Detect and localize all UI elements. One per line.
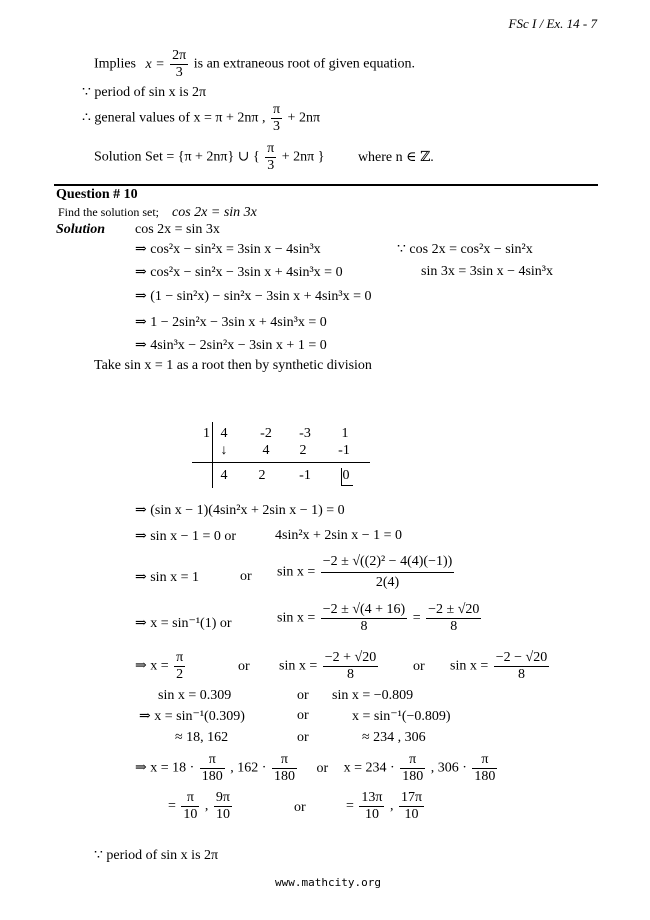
separator: , 162 · — [230, 760, 267, 776]
take-root-text: Take sin x = 1 as a root then by synthetic division — [94, 358, 372, 373]
line-4: ⇒ 1 − 2sin²x − 3sin x + 4sin³x = 0 — [135, 315, 327, 330]
implies-tail: is an extraneous root of given equation. — [193, 56, 415, 72]
frac-den: 8 — [450, 619, 458, 634]
general-values-tail: + 2nπ — [287, 110, 321, 126]
because-period: ∵ period of sin x is 2π — [82, 85, 207, 100]
simplified-fraction-2 — [426, 602, 481, 635]
positive-root-fraction — [323, 650, 378, 683]
frac-num: −2 + √20 — [324, 650, 377, 665]
step-5a — [135, 650, 187, 683]
frac-den: 2(4) — [375, 575, 400, 590]
or-label: or — [297, 730, 309, 745]
frac-den: 8 — [360, 619, 368, 634]
frac-num: π — [400, 752, 425, 769]
footer-site[interactable]: www.mathcity.org — [275, 876, 381, 889]
question-prompt — [58, 205, 257, 221]
synthetic-remainder: 0 — [342, 468, 350, 483]
frac-den: 8 — [517, 667, 525, 682]
frac-den: 10 — [364, 807, 379, 822]
frac-num: 2π — [172, 48, 187, 63]
step-3a: ⇒ sin x = 1 — [135, 570, 199, 585]
radian-value — [359, 790, 384, 823]
synthetic-hline — [192, 462, 370, 463]
or-label: or — [297, 708, 309, 723]
step-6b: sin x = −0.809 — [332, 688, 414, 703]
line-3: ⇒ (1 − sin²x) − sin²x − 3sin x + 4sin³x = 0 — [135, 289, 372, 304]
frac-den: 10 — [404, 807, 419, 822]
synthetic-cell: 4 — [220, 468, 228, 483]
or-label: or — [413, 659, 425, 674]
step-7a: ⇒ x = sin⁻¹(0.309) — [139, 709, 245, 724]
implies-text: Implies — [94, 56, 136, 72]
implies-line — [94, 48, 415, 81]
x-eq: x = 234 · — [343, 760, 395, 776]
step-5c — [450, 650, 551, 683]
step-4a: ⇒ x = sin⁻¹(1) or — [135, 616, 232, 631]
solution-set — [94, 141, 434, 174]
frac-num: π — [181, 790, 199, 807]
step-factorised: ⇒ (sin x − 1)(4sin²x + 2sin x − 1) = 0 — [135, 503, 345, 518]
frac-den: 180 — [273, 769, 295, 784]
solution-fraction — [265, 141, 276, 174]
remainder-box-bottom — [341, 485, 353, 486]
question-title: Question # 10 — [56, 187, 138, 202]
synthetic-cell: 2 — [299, 443, 307, 458]
frac-den: 3 — [267, 158, 275, 173]
synthetic-cell: -3 — [299, 426, 311, 441]
implies-x: x = — [145, 56, 165, 72]
simplified-fraction — [321, 602, 407, 635]
final-period-note: ∵ period of sin x is 2π — [94, 848, 219, 863]
frac-den: 3 — [175, 65, 183, 80]
equals: = — [412, 610, 421, 626]
frac-num: −2 ± √20 — [428, 602, 480, 617]
frac-num: π — [200, 752, 225, 769]
frac-den: 180 — [201, 769, 223, 784]
frac-num: 9π — [215, 790, 230, 805]
sinx-eq: sin x = — [450, 658, 489, 674]
line-0: cos 2x = sin 3x — [135, 222, 220, 237]
prompt-equation: cos 2x = sin 3x — [172, 205, 257, 220]
radian-value — [181, 790, 199, 823]
deg-to-rad — [400, 752, 425, 785]
solution-where: where n ∈ ℤ. — [357, 149, 434, 165]
general-values — [82, 102, 320, 135]
line-2: ⇒ cos²x − sin²x − 3sin x + 4sin³x = 0 — [135, 265, 343, 280]
section-divider — [54, 184, 598, 186]
step-2a: ⇒ sin x − 1 = 0 or — [135, 529, 237, 544]
step-5b — [279, 650, 380, 683]
step-10b — [346, 790, 426, 823]
step-10a — [168, 790, 234, 823]
general-values-text: ∴ general values of x = π + 2nπ , — [82, 110, 266, 126]
solution-label: Solution — [56, 222, 106, 237]
deg-to-rad — [272, 752, 297, 785]
x-eq: ⇒ x = 18 · — [135, 760, 195, 776]
synthetic-cell: 2 — [258, 468, 266, 483]
frac-den: 3 — [273, 119, 280, 134]
equals: = — [168, 798, 176, 814]
general-fraction — [271, 102, 282, 135]
negative-root-fraction — [494, 650, 549, 683]
sinx-eq: sin x = — [277, 564, 316, 580]
frac-den: 180 — [474, 769, 496, 784]
sinx-eq: sin x = — [279, 658, 318, 674]
step-2b: 4sin²x + 2sin x − 1 = 0 — [275, 528, 403, 543]
frac-num: π — [176, 650, 184, 665]
remainder-box-left — [341, 468, 342, 485]
separator: , — [389, 798, 394, 814]
line-1: ⇒ cos²x − sin²x = 3sin x − 4sin³x — [135, 242, 321, 257]
frac-den: 10 — [183, 807, 198, 822]
sinx-eq: sin x = — [277, 610, 316, 626]
frac-num: π — [267, 141, 275, 156]
equals: = — [346, 798, 354, 814]
deg-to-rad — [200, 752, 225, 785]
frac-num: 17π — [400, 790, 423, 805]
or-label: or — [294, 800, 306, 815]
step-9 — [135, 752, 499, 785]
or-label: or — [297, 688, 309, 703]
synthetic-cell: -1 — [299, 468, 311, 483]
frac-den: 180 — [402, 769, 424, 784]
frac-num: π — [272, 102, 281, 117]
radian-value — [399, 790, 424, 823]
frac-num: −2 − √20 — [495, 650, 548, 665]
step-6a: sin x = 0.309 — [158, 688, 232, 703]
solution-set-text: Solution Set = {π + 2nπ} ∪ { — [94, 149, 260, 165]
frac-num: −2 ± √((2)² − 4(4)(−1)) — [321, 552, 455, 573]
separator: , 306 · — [430, 760, 467, 776]
radian-value — [214, 790, 232, 823]
line-5: ⇒ 4sin³x − 2sin²x − 3sin x + 1 = 0 — [135, 338, 327, 353]
or-label: or — [316, 760, 329, 776]
deg-to-rad — [472, 752, 497, 785]
synthetic-root: 1 — [203, 426, 210, 441]
frac-num: π — [272, 752, 297, 769]
frac-num: π — [472, 752, 497, 769]
synthetic-cell: -2 — [260, 426, 272, 441]
separator: , — [204, 798, 209, 814]
or-label: or — [238, 659, 250, 674]
synthetic-cell: 4 — [220, 426, 228, 441]
frac-den: 10 — [215, 807, 230, 822]
frac-den: 8 — [346, 667, 354, 682]
step-8b: ≈ 234 , 306 — [362, 730, 426, 745]
solution-set-tail: + 2nπ } — [281, 149, 325, 165]
step-8a: ≈ 18, 162 — [175, 730, 229, 745]
frac-num: 13π — [361, 790, 383, 805]
step-7b: x = sin⁻¹(−0.809) — [352, 709, 451, 724]
synthetic-cell: -1 — [338, 443, 350, 458]
x-eq: ⇒ x = — [135, 658, 169, 674]
or-label: or — [240, 569, 252, 584]
quadratic-fraction — [321, 552, 455, 593]
implies-fraction — [170, 48, 188, 81]
prompt-text: Find the solution set; — [58, 205, 160, 219]
pi-over-2 — [174, 650, 185, 683]
frac-num: −2 ± √(4 + 16) — [322, 602, 406, 617]
quadratic-formula — [277, 552, 456, 593]
line-2-note: sin 3x = 3sin x − 4sin³x — [421, 264, 554, 279]
frac-den: 2 — [176, 667, 184, 682]
synthetic-cell: ↓ — [220, 443, 228, 458]
quadratic-simplified — [277, 602, 483, 635]
synthetic-cell: 4 — [262, 443, 270, 458]
synthetic-cell: 1 — [341, 426, 349, 441]
line-1-note: ∵ cos 2x = cos²x − sin²x — [397, 242, 533, 257]
page-reference: FSc I / Ex. 14 - 7 — [508, 16, 597, 31]
